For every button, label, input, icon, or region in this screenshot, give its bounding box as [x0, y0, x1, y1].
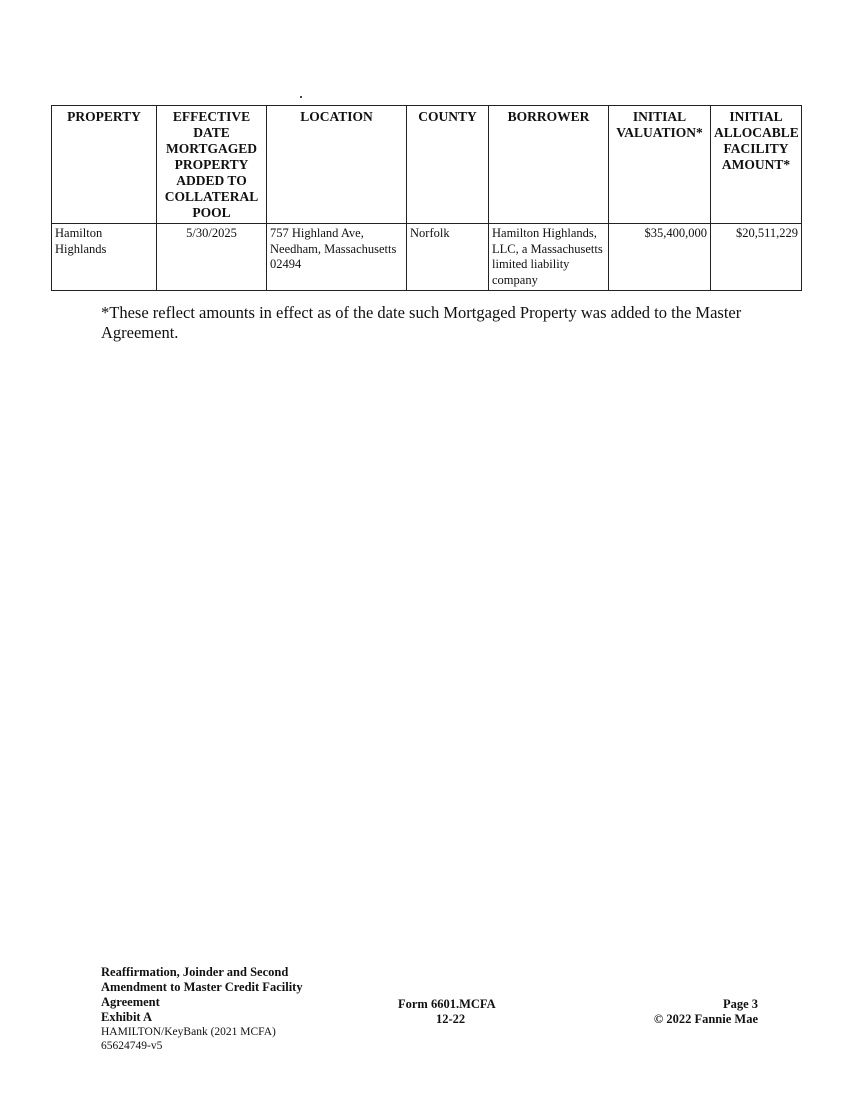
- footer-copyright: © 2022 Fannie Mae: [653, 1012, 758, 1026]
- cell-property: Hamilton Highlands: [52, 224, 157, 291]
- footer-form: [398, 997, 518, 1027]
- cell-effective-date: 5/30/2025: [157, 224, 267, 291]
- footer-form-number: Form 6601.MCFA: [398, 997, 496, 1011]
- header-initial-valuation: INITIAL VALUATION*: [609, 106, 711, 224]
- cell-location: 757 Highland Ave, Needham, Massachusetts 02494: [267, 224, 407, 291]
- footer-doc-id: 65624749-v5: [101, 1040, 163, 1052]
- footer-page-number: Page 3: [722, 997, 758, 1011]
- cell-initial-allocable-amount: $20,511,229: [711, 224, 802, 291]
- scan-dot: [300, 96, 302, 98]
- header-effective-date: EFFECTIVE DATE MORTGAGED PROPERTY ADDED TO COLLATERAL POOL: [157, 106, 267, 224]
- header-initial-allocable-amount: INITIAL ALLOCABLE FACILITY AMOUNT*: [711, 106, 802, 224]
- cell-county: Norfolk: [407, 224, 489, 291]
- footer-deal: HAMILTON/KeyBank (2021 MCFA): [101, 1026, 276, 1038]
- footer-title-line-3: Agreement: [101, 995, 160, 1009]
- header-county: COUNTY: [407, 106, 489, 224]
- footer-form-date: 12-22: [436, 1012, 466, 1026]
- footer-title-line-1: Reaffirmation, Joinder and Second: [101, 965, 289, 979]
- footer-left: [101, 965, 361, 1053]
- header-borrower: BORROWER: [489, 106, 609, 224]
- footnote: *These reflect amounts in effect as of the date such Mortgaged Property was added to the Master Agreement.: [101, 303, 742, 342]
- collateral-pool-table: [51, 105, 802, 291]
- footer-page: [600, 997, 758, 1027]
- footer-title-line-2: Amendment to Master Credit Facility: [101, 980, 303, 994]
- header-property: PROPERTY: [52, 106, 157, 224]
- header-location: LOCATION: [267, 106, 407, 224]
- cell-initial-valuation: $35,400,000: [609, 224, 711, 291]
- footer-exhibit: Exhibit A: [101, 1010, 153, 1024]
- table-row: [52, 224, 802, 291]
- cell-borrower: Hamilton Highlands, LLC, a Massachusetts limited liability company: [489, 224, 609, 291]
- table-header-row: [52, 106, 802, 224]
